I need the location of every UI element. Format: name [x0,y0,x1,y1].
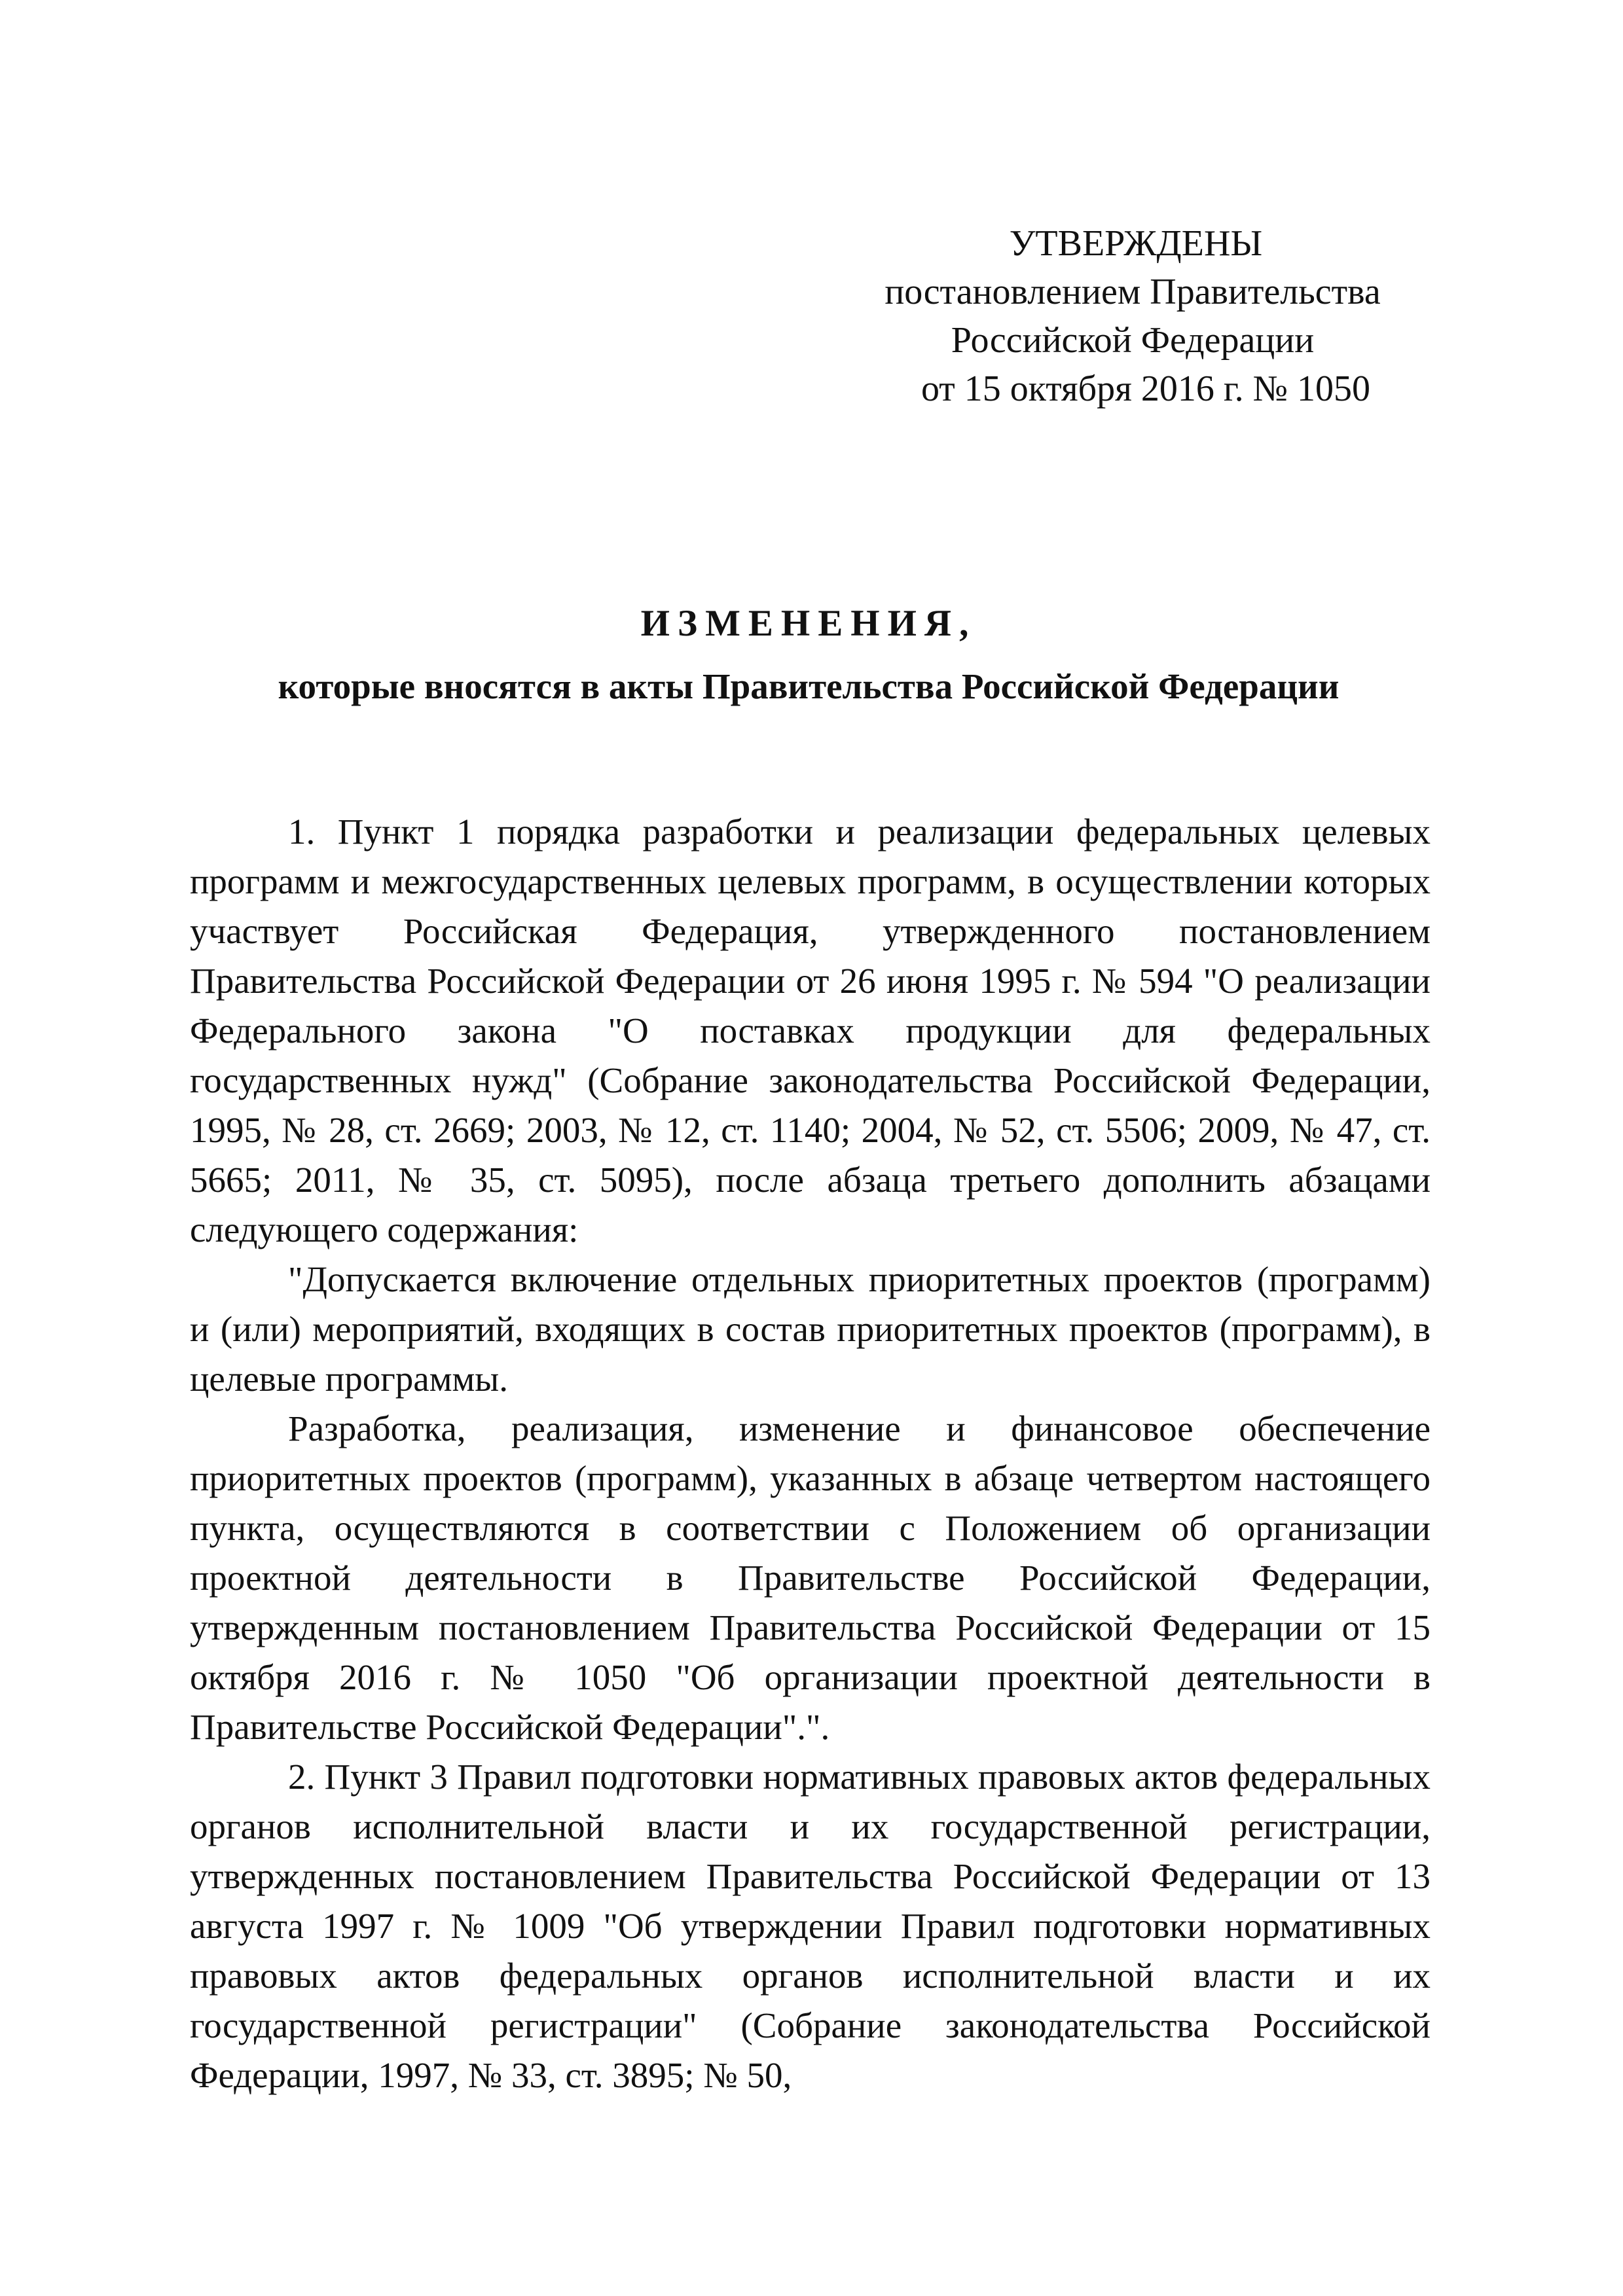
approval-heading: УТВЕРЖДЕНЫ [1009,223,1263,264]
approval-line-resolution: постановлением Правительства [884,272,1381,312]
approval-line-government: Российской Федерации [951,320,1315,361]
document-heading [190,594,1427,716]
approval-stamp [838,219,1427,413]
paragraph-item-1: 1. Пункт 1 порядка разработки и реализации федеральных целевых программ и межгосударственных целевых программ, в осуществлении которых участвует Российская Федерация, утвержденного постановлением Правительства Российской Федерации от 26 июня 1995 г. № 594 "О реализации Федерального закона "О поставках продукции для федеральных государственных нужд" (Собрание законодательства Российской Федерации, 1995, № 28, ст. 2669; 2003, № 12, ст. 1140; 2004, № 52, ст. 5506; 2009, № 47, ст. 5665; 2011, № 35, ст. 5095), после абзаца третьего дополнить абзацами следующего содержания: [190,812,1431,1249]
paragraph-quote-1: "Допускается включение отдельных приоритетных проектов (программ) и (или) мероприятий, входящих в состав приоритетных проектов (программ), в целевые программы. [190,1259,1431,1399]
approval-line-date-number: от 15 октября 2016 г. № 1050 [921,368,1371,409]
document-title: ИЗМЕНЕНИЯ, [640,603,977,644]
document-body [190,807,1431,2100]
document-subtitle: которые вносятся в акты Правительства Российской Федерации [278,666,1340,706]
paragraph-quote-2: Разработка, реализация, изменение и финансовое обеспечение приоритетных проектов (программ), указанных в абзаце четвертом настоящего пункта, осуществляются в соответствии с Положением об организации проектной деятельности в Правительстве Российской Федерации, утвержденным постановлением Правительства Российской Федерации от 15 октября 2016 г. № 1050 "Об организации проектной деятельности в Правительстве Российской Федерации".". [190,1408,1431,1747]
paragraph-item-2: 2. Пункт 3 Правил подготовки нормативных правовых актов федеральных органов исполнительной власти и их государственной регистрации, утвержденных постановлением Правительства Российской Федерации от 13 августа 1997 г. № 1009 "Об утверждении Правил подготовки нормативных правовых актов федеральных органов исполнительной власти и их государственной регистрации" (Собрание законодательства Российской Федерации, 1997, № 33, ст. 3895; № 50, [190,1757,1431,2095]
